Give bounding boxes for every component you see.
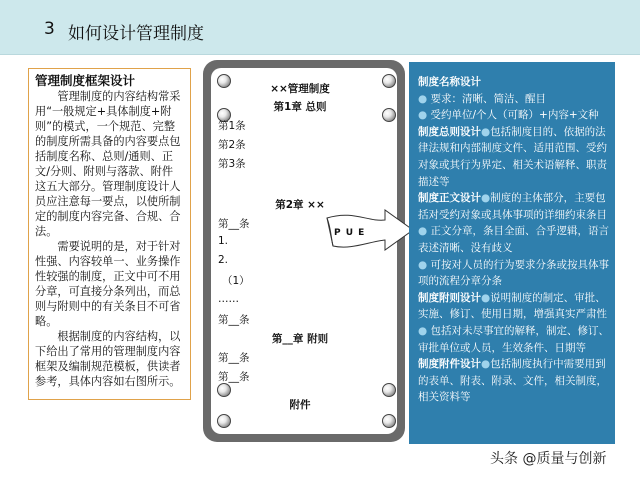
doc-item: 第3条 — [218, 158, 246, 170]
paragraph: 管理制度的内容结构常采用“一般规定+具体制度+附则”的模式，一个规范、完整的制度所需具备的内容要点包括制度名称、总则/通则、正文/分则、附则与落款、附件这五大部分。管理制度设计人员应注意每一要点，以使所制定的制度内容完备、合规、合法。 — [35, 90, 181, 238]
doc-item: 第__条 — [218, 314, 250, 326]
design-points-panel — [409, 62, 615, 444]
paragraph: 需要说明的是，对于针对性强、内容较单一、业务操作性较强的制度，正文中可不用分章，可直接分条列出，而总则与附则中的有关条目不可省略。 — [35, 240, 181, 328]
framework-text-panel — [28, 68, 191, 400]
bullet-text: 正文分章，条目全面、合乎逻辑，语言表述清晰、没有歧义 — [418, 225, 609, 254]
doc-title: ××管理制度 — [270, 83, 330, 95]
bullet-icon: ● — [418, 324, 431, 337]
section-number: 3 — [44, 19, 55, 39]
heading-general-design: 制度总则设计 — [418, 125, 481, 138]
bullet-text: 要求：清晰、简洁、醒目 — [430, 92, 546, 105]
ring-icon — [217, 74, 231, 88]
ring-icon — [382, 414, 396, 428]
doc-item: 第1条 — [218, 120, 246, 132]
bullet-text: 可按对人员的行为要求分条或按具体事项的流程分章分条 — [418, 258, 609, 288]
heading-supplementary-design: 制度附则设计 — [418, 291, 481, 304]
ring-icon — [382, 108, 396, 122]
body-text: 说明制度的制定、审批、实施、修订、使用日期，增强真实严肃性 — [418, 291, 607, 321]
doc-chapter-end: 第__章 附则 — [271, 333, 329, 345]
page-title: 如何设计管理制度 — [68, 24, 204, 44]
body-text: 包括制度目的、依据的法律法规和内部制度文件、适用范围、受约对象或其行为界定、相关术语解释、职责描述等 — [418, 125, 607, 188]
bullet-icon: ● — [481, 291, 491, 304]
doc-item: 1. — [218, 235, 229, 247]
doc-item: （1） — [222, 275, 250, 287]
heading-main-text-design: 制度正文设计 — [418, 192, 481, 205]
bullet-text: 受约单位/个人（可略）+内容+文种 — [430, 109, 599, 122]
doc-chapter-1: 第1章 总则 — [273, 101, 327, 113]
ring-icon — [382, 74, 396, 88]
doc-item: 第__条 — [218, 371, 250, 383]
bullet-icon: ● — [418, 109, 431, 122]
bullet-icon: ● — [481, 358, 491, 371]
doc-item: 2. — [218, 254, 229, 266]
heading-name-design: 制度名称设计 — [418, 76, 481, 88]
body-text: 包括制度执行中需要用到的表单、附表、附录、文件，相关制度，相关资料等 — [418, 358, 607, 404]
doc-item: …… — [218, 293, 239, 305]
doc-chapter-2: 第2章 ×× — [275, 199, 325, 211]
ring-icon — [217, 383, 231, 397]
bullet-icon: ● — [418, 225, 431, 238]
header-bar — [0, 0, 640, 55]
doc-appendix: 附件 — [289, 399, 311, 411]
bullet-icon: ● — [418, 258, 431, 271]
ring-icon — [382, 383, 396, 397]
ring-icon — [217, 414, 231, 428]
bullet-icon: ● — [481, 125, 491, 138]
doc-item: 第2条 — [218, 139, 246, 151]
doc-item: 第__条 — [218, 352, 250, 364]
arrow-label: P U E — [334, 228, 366, 238]
bullet-icon: ● — [481, 192, 491, 205]
bullet-text: 包括对未尽事宜的解释，制定、修订、审批单位或人员，生效条件、日期等 — [418, 324, 609, 354]
body-text: 制度的主体部分，主要包括对受约对象或具体事项的详细约束条目 — [418, 192, 607, 221]
panel-title: 管理制度框架设计 — [35, 73, 136, 88]
doc-item: 第__条 — [218, 218, 250, 230]
heading-attachment-design: 制度附件设计 — [418, 358, 481, 371]
bullet-icon: ● — [418, 92, 431, 105]
paragraph: 根据制度的内容结构，以下给出了常用的管理制度内容框架及编制规范模板，供读者参考，具体内容如右图所示。 — [35, 330, 181, 388]
watermark: 头条 @质量与创新 — [490, 451, 607, 467]
